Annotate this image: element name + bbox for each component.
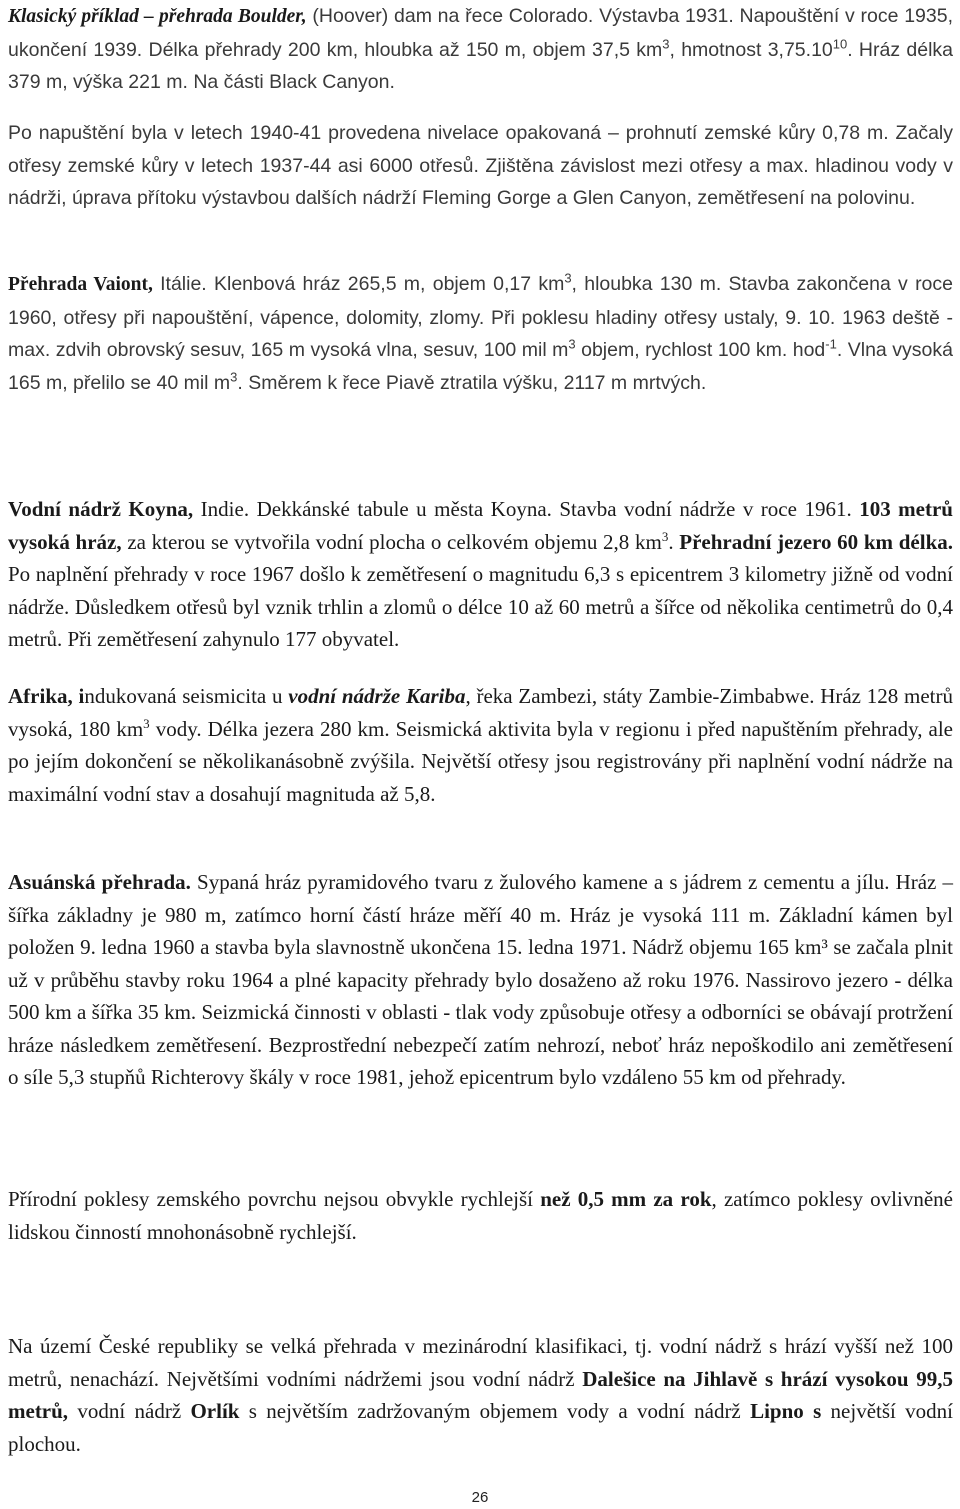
- koyna-text-3: .: [668, 529, 680, 554]
- koyna-title: Vodní nádrž Koyna,: [8, 497, 194, 521]
- vaiont-text-1: Itálie. Klenbová hráz 265,5 m, objem 0,17 km: [152, 273, 565, 295]
- vaiont-sup-2: 3: [568, 336, 576, 352]
- kariba-text-2: , řeka Zambezi, státy Zambie-Zimbabwe. Hráz 128 metrů vysoká, 180 km: [8, 684, 954, 741]
- paragraph-vaiont: [8, 268, 953, 399]
- poklesy-text-1: Přírodní poklesy zemského povrchu nejsou obvykle rychlejší: [8, 1187, 541, 1211]
- paragraph-kariba: [8, 680, 953, 810]
- koyna-bold-2: Přehradní jezero 60 km délka.: [679, 529, 953, 554]
- vaiont-text-5: . Směrem k řece Piavě ztratila výšku, 2117 m mrtvých.: [237, 371, 707, 394]
- kariba-bold-1: Afrika, i: [8, 684, 85, 708]
- cr-bold-3: Lipno s: [750, 1399, 822, 1423]
- vaiont-text-3: objem, rychlost 100 km. hod: [575, 339, 826, 361]
- cr-text-4: největší vodní plochou.: [8, 1399, 954, 1456]
- vaiont-sup-1: 3: [564, 270, 572, 286]
- boulder-sup-1: 3: [662, 36, 670, 51]
- koyna-text-2: za kterou se vytvořila vodní plocha o celkovém objemu 2,8 km: [121, 529, 662, 554]
- paragraph-ceska-republika: [8, 1330, 953, 1460]
- vaiont-sup-3: -1: [825, 336, 837, 352]
- nivelace-text: Po napuštění byla v letech 1940-41 provedena nivelace opakovaná – prohnutí zemské kůry 0,78 m. Začaly otřesy zemské kůry v letech 1937-44 asi 6000 otřesů. Zjištěna závislost mezi otřesy a max. hladinou vody v nádrži, úprava přítoku výstavbou dalších nádrží Fleming Gorge a Glen Canyon, zemětřesení na polovinu.: [8, 122, 953, 209]
- boulder-text-1: (Hoover) dam na řece Colorado. Výstavba 1931. Napouštění v roce 1935, ukončení 1939. Délka přehrady 200 km, hloubka až 150 m, objem 37,5 km: [8, 5, 953, 61]
- paragraph-koyna: [8, 493, 953, 656]
- boulder-sup-2: 10: [832, 36, 848, 51]
- koyna-sup-1: 3: [661, 528, 669, 544]
- kariba-sup-1: 3: [143, 715, 150, 731]
- poklesy-text-2: , zatímco poklesy ovlivněné lidskou činností mnohonásobně rychlejší.: [8, 1187, 953, 1244]
- vaiont-text-4: . Vlna vysoká 165 m, přelilo se 40 mil m: [8, 339, 953, 394]
- vaiont-title: Přehrada Vaiont,: [8, 274, 153, 295]
- cr-bold-2: Orlík: [190, 1399, 240, 1423]
- asuan-title: Asuánská přehrada.: [8, 870, 191, 894]
- koyna-bold-1: 103 metrů vysoká hráz,: [8, 497, 953, 554]
- asuan-text: Sypaná hráz pyramidového tvaru z žulového kamene a s jádrem z cementu a jílu. Hráz – šířka základny je 980 m, zatímco horní částí hráze měří 40 m. Hráz je vysoká 111 m. Základní kámen byl položen 9. ledna 1960 a stavba byla slavnostně ukončena 15. ledna 1971. Nádrž objemu 165 km³ se začala plnit už v průběhu stavby roku 1964 a plné kapacity přehrady bylo dosaženo až roku 1976. Nassirovo jezero - délka 500 km a šířka 35 km. Seizmická činnosti v oblasti - tlak vody způsobuje otřesy a odborníci se obávají protržení hráze následkem zemětřesení. Bezprostřední nebezpečí zatím nehrozí, neboť hráz nepoškodilo ani zemětřesení o síle 5,3 stupňů Richterovy škály v roce 1981, jehož epicentrum bylo vzdáleno 55 km od přehrady.: [8, 870, 953, 1089]
- vaiont-sup-4: 3: [230, 369, 238, 384]
- poklesy-bold-1: než 0,5 mm za rok: [540, 1187, 712, 1211]
- paragraph-asuan: [8, 866, 953, 1094]
- koyna-text-4: Po naplnění přehrady v roce 1967 došlo k zemětřesení o magnitudu 6,3 s epicentrem 3 kilometry jižně od vodní nádrže. Důsledkem otřesů byl vznik trhlin a zlomů o délce 10 až 60 metrů a šířce od několika centimetrů do 0,4 metrů. Při zemětřesení zahynulo 177 obyvatel.: [8, 562, 953, 651]
- cr-bold-1: Dalešice na Jihlavě s hrází vysokou 99,5 metrů,: [8, 1366, 953, 1423]
- page-number: 26: [471, 1489, 489, 1506]
- cr-text-3: s největším zadržovaným objemem vody a vodní nádrž: [239, 1399, 751, 1423]
- kariba-text-3: vody. Délka jezera 280 km. Seismická aktivita byla v regionu i před napuštěním přehrady, ale po jejím dokončení se několikanásobně zvýšila. Největší otřesy jsou registrovány při naplnění vodní nádrže na maximální vodní stav a dosahují magnituda až 5,8.: [8, 716, 954, 806]
- cr-text-2: vodní nádrž: [68, 1399, 191, 1423]
- boulder-text-2: , hmotnost 3,75.10: [669, 38, 833, 61]
- paragraph-nivelace: [8, 117, 953, 215]
- cr-text-1: Na území České republiky se velká přehrada v mezinárodní klasifikaci, tj. vodní nádrž s hrází vyšší než 100 metrů, nenachází. Největšími vodními nádržemi jsou vodní nádrž: [8, 1334, 953, 1391]
- koyna-text-1: Indie. Dekkánské tabule u města Koyna. Stavba vodní nádrže v roce 1961.: [193, 497, 860, 521]
- kariba-bold-italic: vodní nádrže Kariba: [288, 684, 466, 708]
- boulder-text-3: . Hráz délka 379 m, výška 221 m. Na části Black Canyon.: [8, 38, 954, 93]
- boulder-title: Klasický příklad – přehrada Boulder,: [8, 6, 307, 27]
- paragraph-boulder: [8, 0, 953, 99]
- kariba-text-1: ndukovaná seismicita u: [84, 684, 289, 708]
- paragraph-poklesy: [8, 1183, 953, 1248]
- vaiont-text-2: , hloubka 130 m. Stavba zakončena v roce 1960, otřesy při napouštění, vápence, dolomity, zlomy. Při poklesu hladiny otřesy ustaly, 9. 10. 1963 deště - max. zdvih obrovský sesuv, 165 m vysoká vlna, sesuv, 100 mil m: [8, 273, 953, 361]
